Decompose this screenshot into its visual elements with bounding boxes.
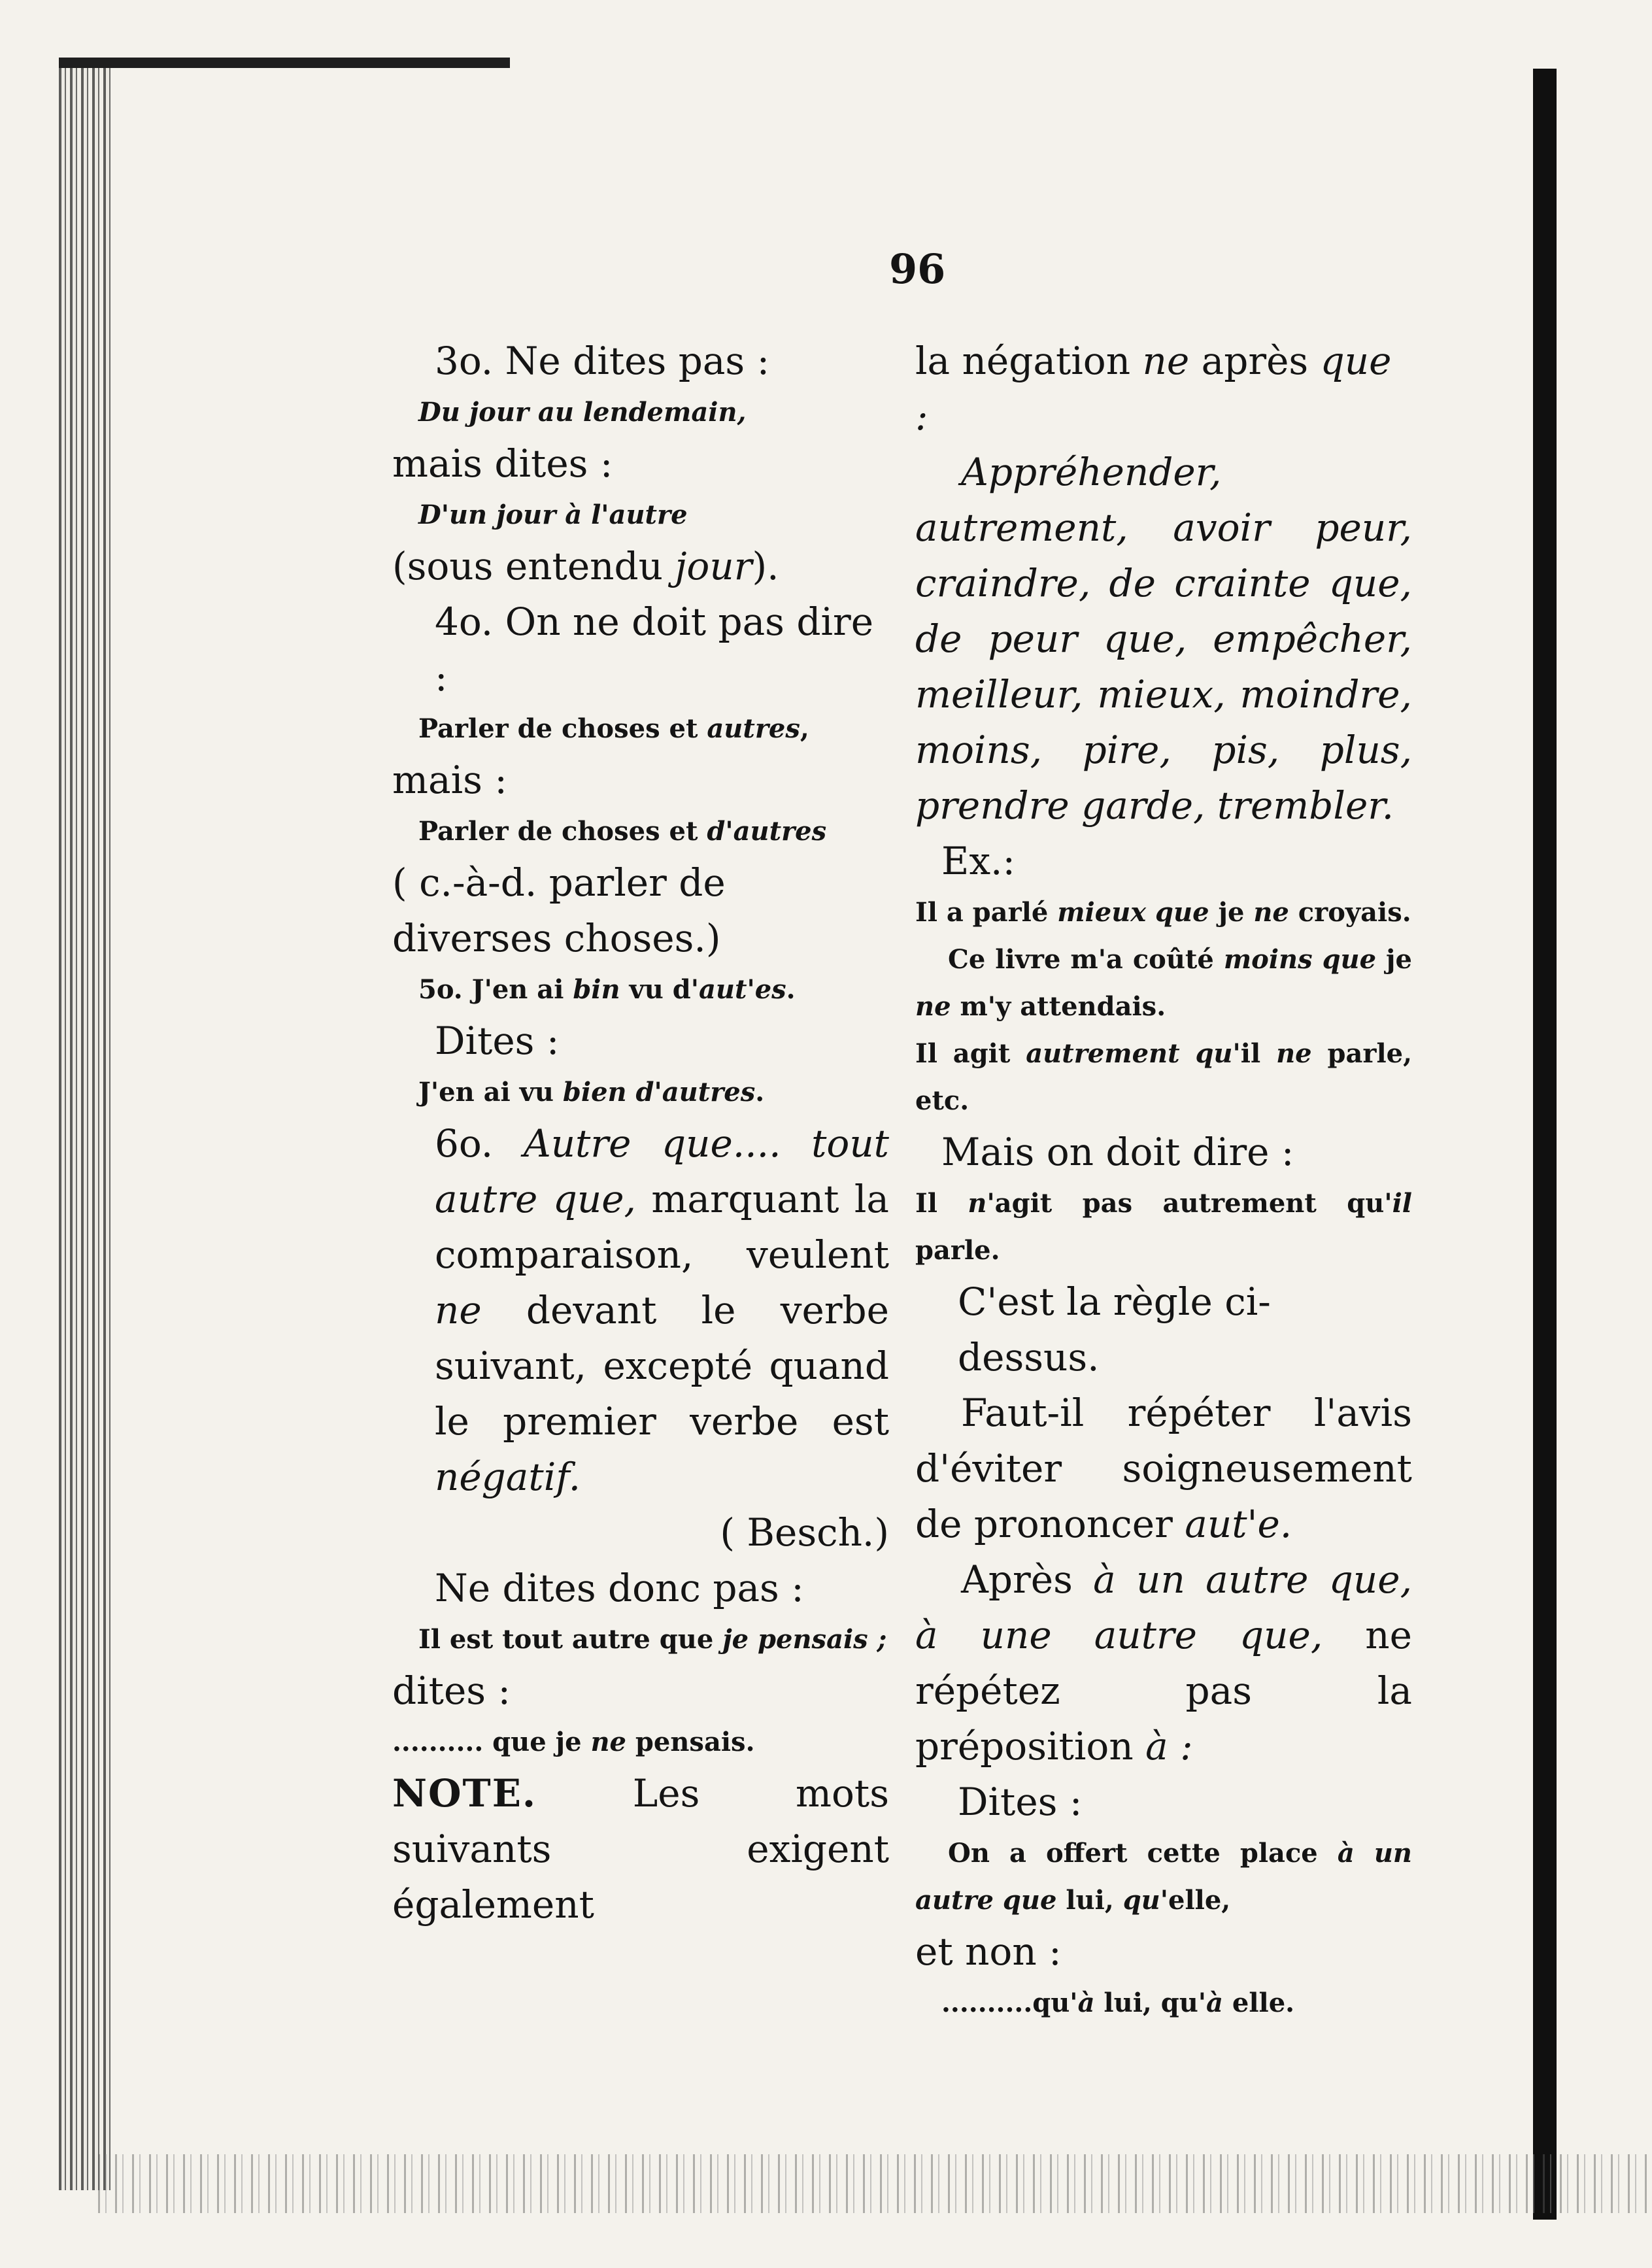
wrong-expression: Du jour au lendemain,: [418, 397, 747, 428]
wrong-expression: Parler de choses et autres,: [418, 713, 809, 744]
continuation-line: la négation ne après que :: [915, 339, 1392, 439]
apres-paragraph: Après à un autre que, à une autre que, ne répétez pas la préposition à :: [915, 1557, 1412, 1769]
note-paragraph: NOTE. Les mots suivants exigent également: [392, 1771, 889, 1927]
wrong-expression: Il est tout autre que je pensais ;: [418, 1624, 887, 1655]
explanation: ( c.-à-d. parler de diverses choses.): [392, 860, 726, 960]
heading-3o: 3o. Ne dites pas :: [435, 339, 770, 383]
top-rule: [59, 58, 510, 68]
example: Il a parlé mieux que je ne croyais.: [915, 897, 1411, 928]
correct-expression: Parler de choses et d'autres: [418, 816, 827, 847]
mais-on-doit-dire: Mais on doit dire :: [941, 1130, 1294, 1174]
correct-expression: .......... que je ne pensais.: [392, 1727, 755, 1757]
sous-entendu: (sous entendu jour).: [392, 544, 779, 588]
dites: Dites :: [435, 1019, 560, 1063]
example: Il agit autrement qu'il ne parle, etc.: [915, 1038, 1413, 1116]
source-citation: ( Besch.): [720, 1510, 889, 1555]
word-list: Appréhender, autrement, avoir peur, craindre, de crainte que, de peur que, empêcher, meilleur, mieux, moindre, moins, pire, pis, plus, prendre garde, trembler.: [915, 450, 1412, 828]
correct-expression: J'en ai vu bien d'autres.: [418, 1077, 765, 1108]
correct-expression: D'un jour à l'autre: [418, 499, 688, 530]
mais: mais :: [392, 758, 507, 802]
regle-ci-dessus: C'est la règle ci-dessus.: [958, 1279, 1271, 1379]
bottom-scan-noise: [98, 2154, 1647, 2213]
ne-dites-donc-pas: Ne dites donc pas :: [435, 1566, 804, 1610]
left-column: [392, 333, 889, 1933]
page-number: 96: [889, 245, 946, 293]
rule-6o: 6o. Autre que.... tout autre que, marquant la comparaison, veulent ne devant le verbe suivant, excepté quand le premier verbe est négatif.: [435, 1121, 889, 1499]
example-label: Ex.:: [941, 839, 1016, 883]
avis-paragraph: Faut-il répéter l'avis d'éviter soigneusement de prononcer aut'e.: [915, 1391, 1412, 1546]
dites: Dites :: [958, 1780, 1083, 1824]
heading-5o: 5o. J'en ai bin vu d'aut'es.: [418, 974, 796, 1005]
heading-4o: 4o. On ne doit pas dire :: [435, 600, 874, 700]
binding-edge: [59, 59, 111, 2190]
et-non: et non :: [915, 1929, 1062, 1974]
dites: dites :: [392, 1668, 511, 1713]
example: Il n'agit pas autrement qu'il parle.: [915, 1188, 1412, 1266]
wrong-expression: ..........qu'à lui, qu'à elle.: [941, 1988, 1295, 2018]
example: On a offert cette place à un autre que lui, qu'elle,: [915, 1838, 1413, 1916]
right-page-edge: [1533, 69, 1557, 2220]
example: Ce livre m'a coûté moins que je ne m'y attendais.: [915, 944, 1412, 1022]
mais-dites: mais dites :: [392, 441, 613, 486]
right-column: [915, 333, 1412, 2027]
